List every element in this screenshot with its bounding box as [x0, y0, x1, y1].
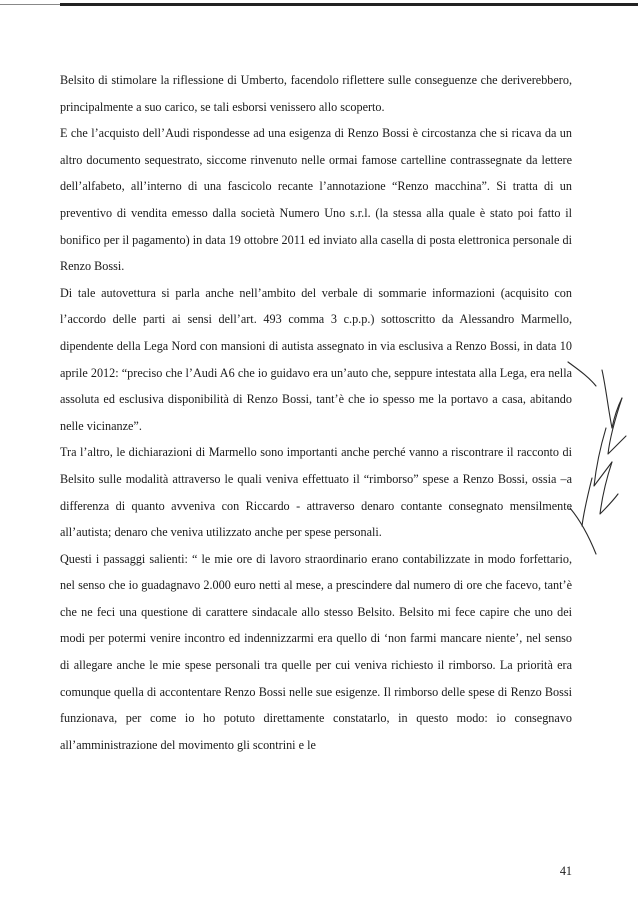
paragraph-4: Tra l’altro, le dichiarazioni di Marmello sono importanti anche perché vanno a riscontrare il racconto di Belsito sulle modalità attraverso le quali veniva effettuato il “rimborso” spese a Renzo Bossi, ossia –a differenza di quanto avveniva con Riccardo - attraverso denaro contante consegnato mensilmente all’autista; denaro che veniva utilizzato anche per spese personali. — [60, 445, 572, 540]
handwritten-signature — [566, 358, 630, 568]
paragraph-3: Di tale autovettura si parla anche nell’ambito del verbale di sommarie informazioni (acquisito con l’accordo delle parti ai sensi dell’art. 493 comma 3 c.p.p.) sottoscritto da Alessandro Marmello, dipendente della Lega Nord con mansioni di autista assegnato in via esclusiva a Renzo Bossi, in data 10 aprile 2012: “preciso che l’Audi A6 che io guidavo era un’auto che, seppure intestata alla Lega, era nella assoluta ed esclusiva disponibilità di Renzo Bossi, tant’è che io spesso me la portavo a casa, abitando nelle vicinanze”. — [60, 285, 572, 433]
top-rule-thin — [0, 4, 60, 5]
paragraph-1: Belsito di stimolare la riflessione di Umberto, facendolo riflettere sulle conseguenze che deriverebbero, principalmente a suo carico, se tali esborsi venissero allo scoperto. — [60, 73, 572, 114]
paragraph-2: E che l’acquisto dell’Audi rispondesse ad una esigenza di Renzo Bossi è circostanza che si ricava da un altro documento sequestrato, siccome rinvenuto nelle ormai famose cartelline contrassegnate da lettere dell’alfabeto, all’interno di una fascicolo recante l’annotazione “Renzo macchina”. Si tratta di un preventivo di vendita emesso dalla società Numero Uno s.r.l. (la stessa alla quale è stato poi fatto il bonifico per il pagamento) in data 19 ottobre 2011 ed inviato alla casella di posta elettronica personale di Renzo Bossi. — [60, 126, 572, 274]
page-number: 41 — [559, 864, 572, 878]
paragraph-5: Questi i passaggi salienti: “ le mie ore di lavoro straordinario erano contabilizzate in modo forfettario, nel senso che io guadagnavo 2.000 euro netti al mese, a prescindere dal numero di ore che facevo, tant’è che ne feci una questione di carattere sindacale allo stesso Belsito. Belsito mi fece capire che uno dei modi per potermi venire incontro ed indennizzarmi era quello di ‘non farmi mancare niente’, nel senso di allegare anche le mie spese personali tra quelle per cui veniva richiesto il rimborso. La priorità era comunque quella di accontentare Renzo Bossi nelle sue esigenze. Il rimborso delle spese di Renzo Bossi funzionava, per come io ho potuto direttamente constatarlo, in questo modo: io consegnavo all’amministrazione del movimento gli scontrini e le — [60, 551, 572, 752]
top-rule — [60, 3, 638, 6]
body-text — [60, 67, 572, 758]
